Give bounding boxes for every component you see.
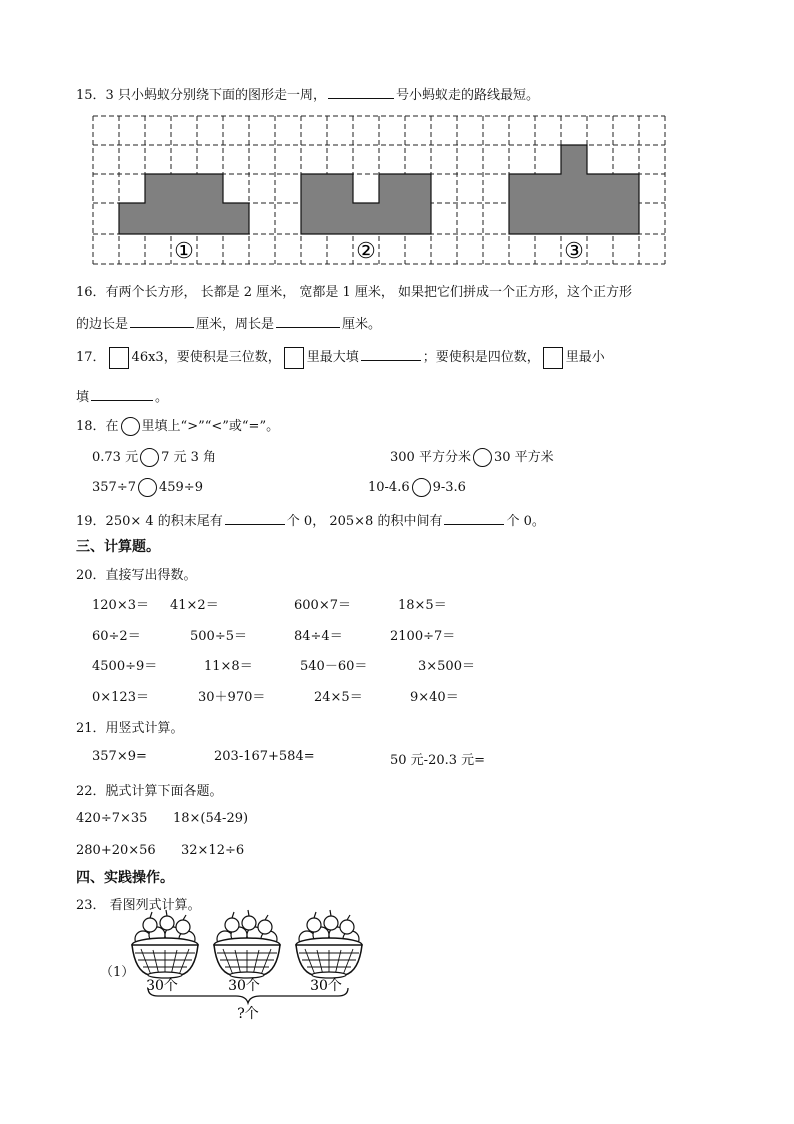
q22-item: 32×12÷6 [181, 843, 245, 858]
q19-text-b: 个 0， 205×8 的积中间有 [286, 514, 443, 529]
q18-item-2-left: 300 平方分米 [390, 450, 471, 465]
q15-text-after: 号小蚂蚁走的路线最短。 [395, 88, 539, 103]
q20-item: 30＋970＝ [198, 690, 266, 705]
q17-t3: ；要使积是四位数， [422, 350, 540, 365]
q20-item: 3×500＝ [418, 659, 475, 674]
q19-text-a: 19．250× 4 的积末尾有 [76, 514, 223, 529]
section-4-heading: 四、实践操作。 [76, 870, 174, 886]
q21-item: 357×9= [92, 749, 147, 764]
q20-item: 18×5＝ [398, 598, 447, 613]
q22-item: 420÷7×35 [76, 811, 148, 826]
q18-item-4-left: 10-4.6 [368, 480, 410, 495]
q21-title: 21．用竖式计算。 [76, 721, 184, 736]
q18-item-3-right: 459÷9 [158, 480, 203, 495]
total-question-label: ?个 [237, 1006, 259, 1022]
q20-item: 24×5＝ [314, 690, 363, 705]
q20-item: 120×3＝ [92, 598, 149, 613]
q18-title-a: 18．在 [76, 419, 119, 434]
q17-line2-a: 填 [76, 390, 90, 405]
figure-label-2: ② [356, 239, 376, 264]
q20-item: 2100÷7＝ [390, 629, 456, 644]
q16-text-b: 厘米，周长是 [196, 317, 275, 332]
q18-item-2-right: 30 平方米 [493, 450, 554, 465]
basket-icon [132, 910, 198, 978]
q17-t1: 46x3，要使积是三位数， [131, 350, 281, 365]
q20-item: 0×123＝ [92, 690, 149, 705]
q16-text-c: 厘米。 [342, 317, 382, 332]
q18-item-3-left: 357÷7 [92, 480, 136, 495]
q17-t4: 里最小 [565, 350, 605, 365]
q20-item: 11×8＝ [204, 659, 253, 674]
q21-item: 203-167+584= [214, 749, 315, 764]
q20-item: 540－60＝ [300, 659, 368, 674]
basket-icon [296, 910, 362, 978]
q22-title: 22．脱式计算下面各题。 [76, 784, 223, 799]
q20-item: 600×7＝ [294, 598, 351, 613]
q20-item: 4500÷9＝ [92, 659, 158, 674]
q18-item-4-right: 9-3.6 [432, 480, 466, 495]
q18-item-1-right: 7 元 3 角 [161, 450, 217, 465]
basket-count-label: 30个 [310, 978, 342, 994]
figure-label-3: ③ [564, 239, 584, 264]
q20-item: 500÷5＝ [190, 629, 247, 644]
q17-t2: 里最大填 [306, 350, 359, 365]
figure-label-1: ① [174, 239, 194, 264]
q20-item: 60÷2＝ [92, 629, 141, 644]
q19-text-c: 个 0。 [506, 514, 545, 529]
q20-title: 20．直接写出得数。 [76, 568, 197, 583]
q22-item: 280+20×56 [76, 843, 156, 858]
q23-part-label: （1） [100, 965, 135, 980]
q22-item: 18×(54-29) [173, 811, 249, 826]
q20-item: 41×2＝ [170, 598, 219, 613]
basket-icon [214, 910, 280, 978]
basket-count-label: 30个 [146, 978, 178, 994]
q17-num: 17． [76, 350, 106, 365]
section-3-heading: 三、计算题。 [76, 539, 160, 555]
q17-line2-b: 。 [155, 390, 169, 405]
q16-text-a: 的边长是 [76, 317, 129, 332]
q18-item-1-left: 0.73 元 [92, 450, 139, 465]
q21-item: 50 元-20.3 元= [390, 753, 486, 768]
q15-text: 15．3 只小蚂蚁分别绕下面的图形走一周， [76, 88, 326, 103]
q16-line1: 16．有两个长方形， 长都是 2 厘米， 宽都是 1 厘米， 如果把它们拼成一个正方形，这个正方形 [76, 285, 633, 300]
q23-title: 23． 看图列式计算。 [76, 898, 201, 913]
q18-title-b: 里填上“>”“<”或“=”。 [141, 419, 280, 434]
basket-count-label: 30个 [228, 978, 260, 994]
q20-item: 84÷4＝ [294, 629, 343, 644]
q20-item: 9×40＝ [410, 690, 459, 705]
